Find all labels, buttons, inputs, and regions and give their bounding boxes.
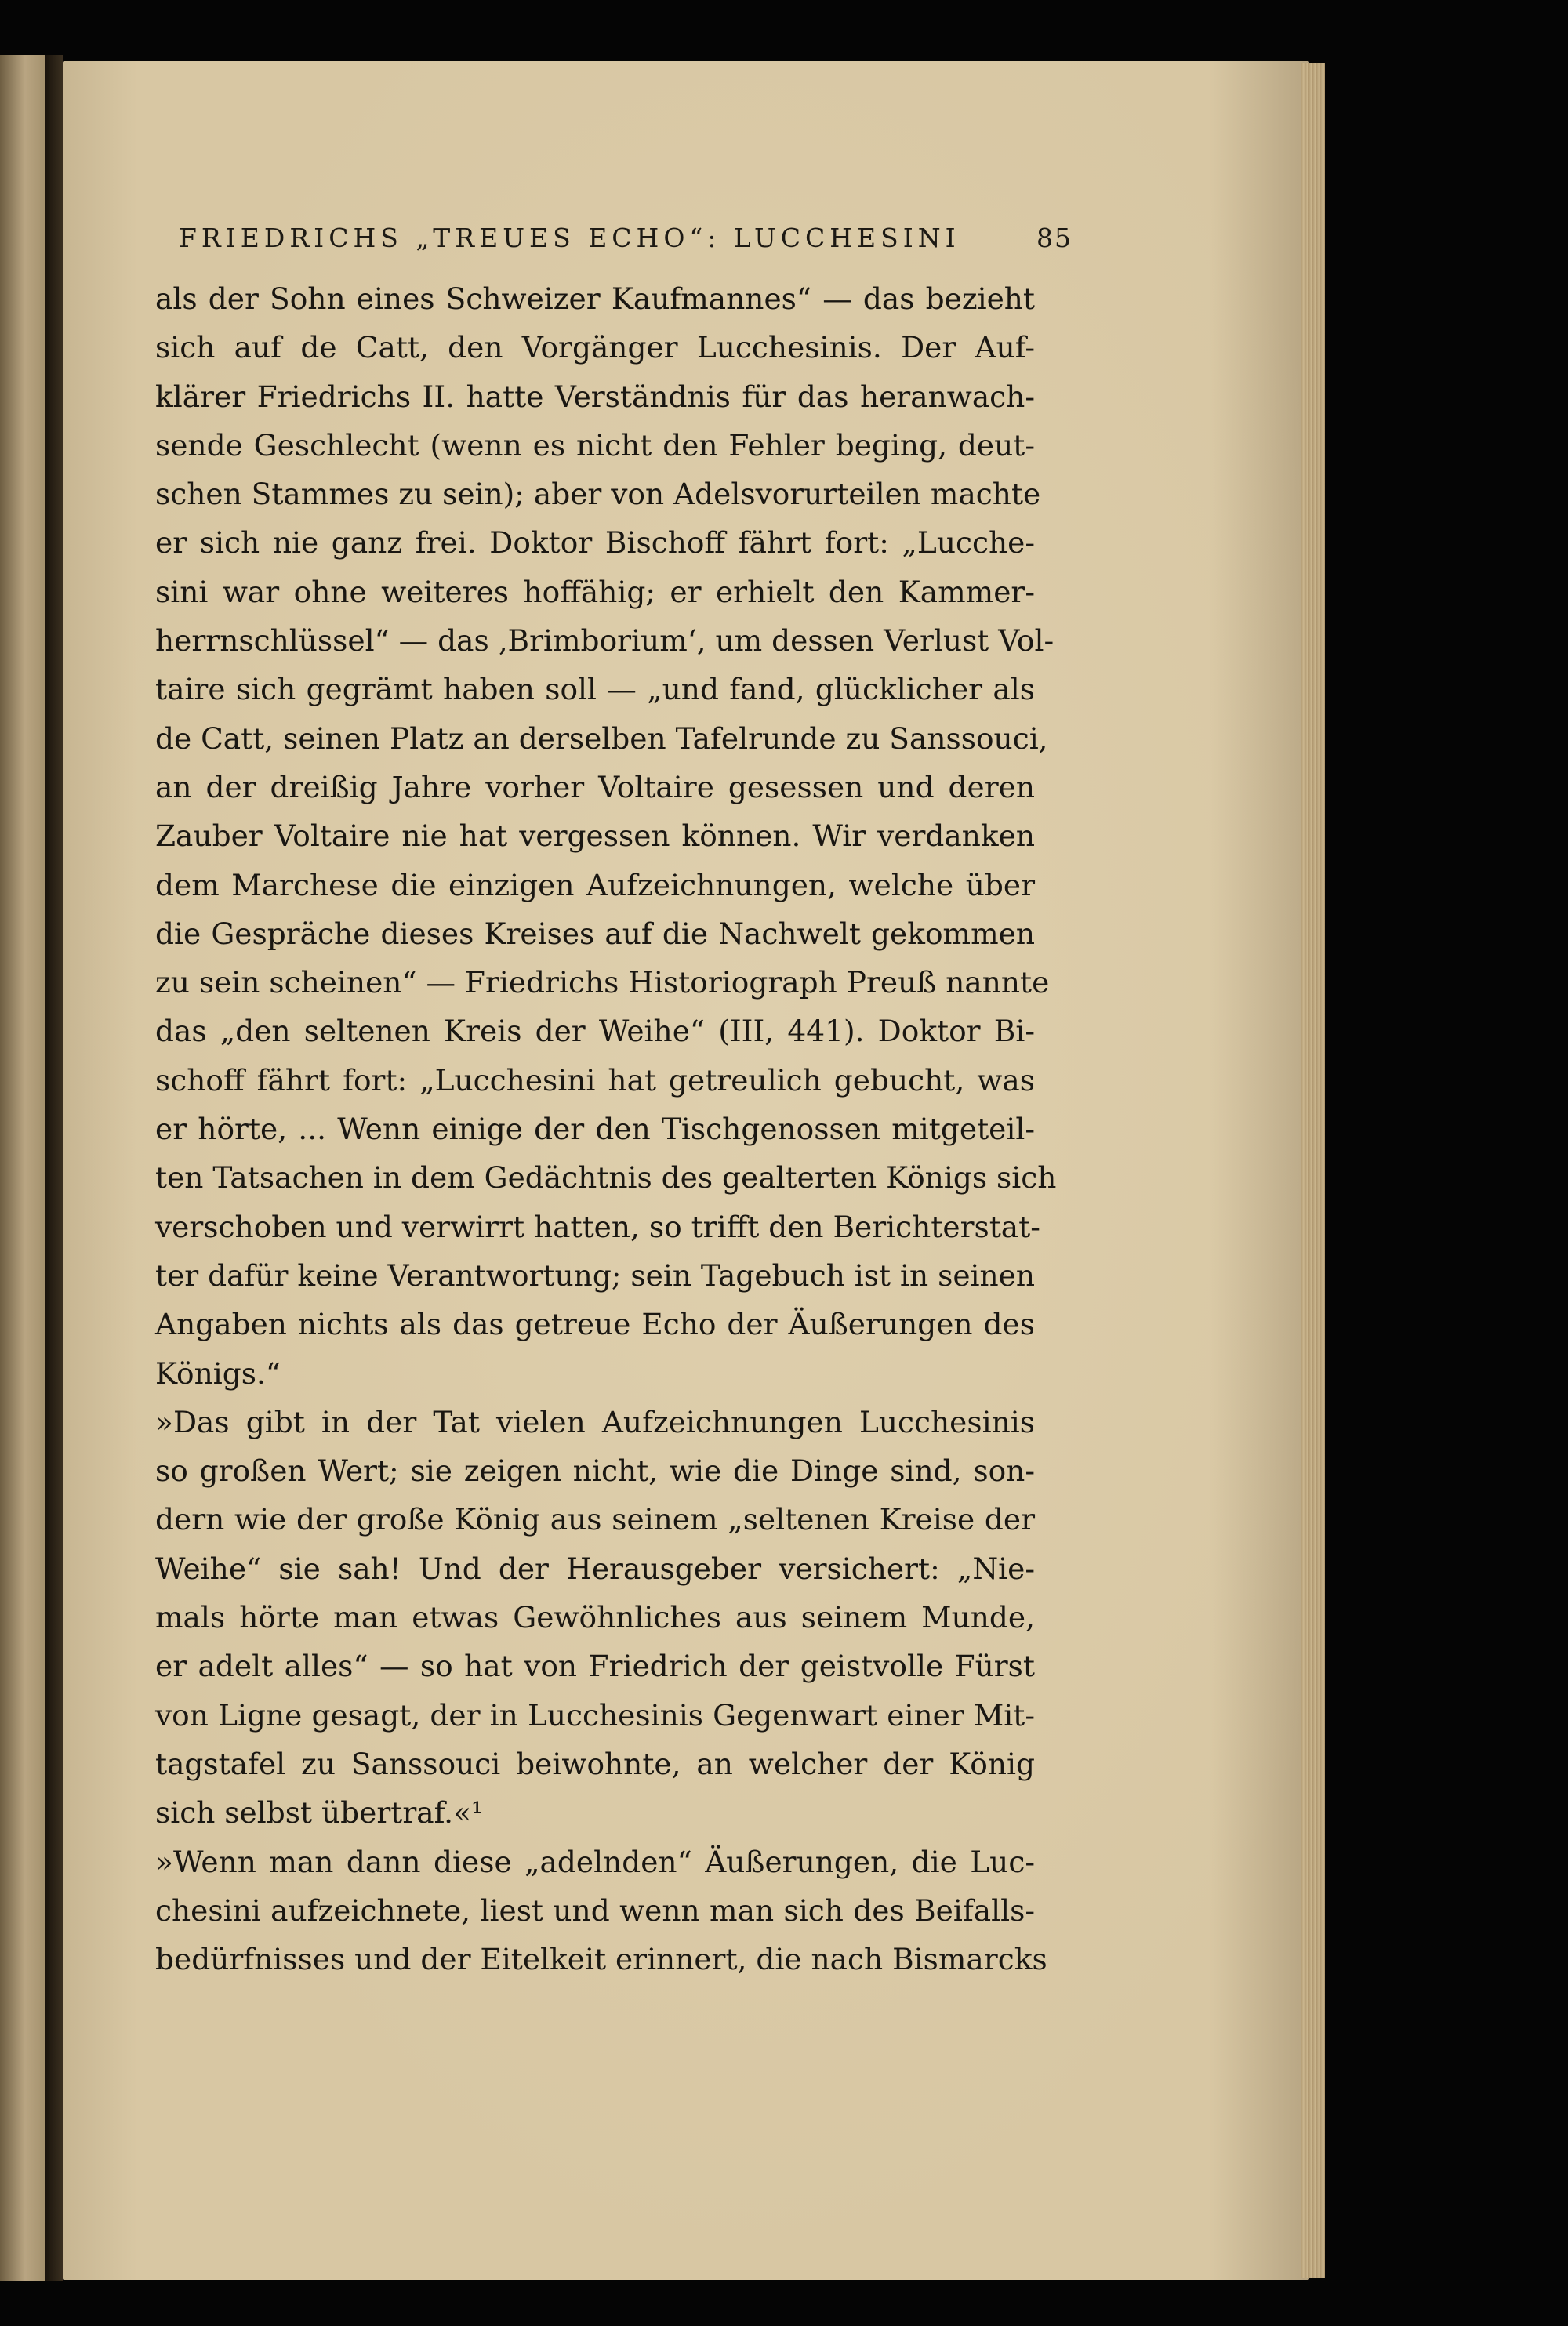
text-line: taire sich gegrämt haben soll — „und fand, glücklicher als (155, 672, 1035, 707)
text-line: die Gespräche dieses Kreises auf die Nachwelt gekommen (155, 916, 1035, 951)
page-number: 85 (1036, 223, 1073, 253)
running-title: FRIEDRICHS „TREUES ECHO“: LUCCHESINI (179, 223, 960, 253)
text-line: er sich nie ganz frei. Doktor Bischoff fährt fort: „Lucche- (155, 525, 1035, 561)
text-line: herrnschlüssel“ — das ‚Brimborium‘, um dessen Verlust Vol- (155, 623, 1054, 659)
text-line: von Ligne gesagt, der in Lucchesinis Gegenwart einer Mit- (155, 1697, 1035, 1733)
text-line: ter dafür keine Verantwortung; sein Tagebuch ist in seinen (155, 1257, 1035, 1293)
text-line: er hörte, ... Wenn einige der den Tischgenossen mitgeteil- (155, 1112, 1035, 1147)
text-line: Zauber Voltaire nie hat vergessen können. Wir verdanken (155, 818, 1035, 854)
text-line: als der Sohn eines Schweizer Kaufmannes“ — das bezieht (155, 281, 1035, 316)
text-line: sich selbst übertraf.«¹ (155, 1795, 484, 1831)
text-line: dern wie der große König aus seinem „seltenen Kreise der (155, 1502, 1035, 1537)
previous-page-edge (0, 55, 45, 2281)
text-line: das „den seltenen Kreis der Weihe“ (III, 441). Doktor Bi- (155, 1014, 1035, 1049)
text-line: schen Stammes zu sein); aber von Adelsvorurteilen machte (155, 477, 1041, 512)
body-text (155, 274, 1057, 1983)
text-line: zu sein scheinen“ — Friedrichs Historiograph Preuß nannte (155, 965, 1050, 1000)
text-line: mals hörte man etwas Gewöhnliches aus seinem Munde, (155, 1600, 1035, 1635)
text-line: er adelt alles“ — so hat von Friedrich der geistvolle Fürst (155, 1649, 1035, 1684)
page-block-edges (1301, 63, 1325, 2278)
text-line: so großen Wert; sie zeigen nicht, wie die Dinge sind, son- (155, 1453, 1035, 1489)
text-line: an der dreißig Jahre vorher Voltaire gesessen und deren (155, 769, 1035, 804)
text-line: dem Marchese die einzigen Aufzeichnungen, welche über (155, 867, 1035, 902)
text-line: chesini aufzeichnete, liest und wenn man sich des Beifalls- (155, 1892, 1035, 1928)
text-line: schoff fährt fort: „Lucchesini hat getreulich gebucht, was (155, 1062, 1035, 1098)
text-line: sini war ohne weiteres hoffähig; er erhielt den Kammer- (155, 574, 1035, 609)
text-line: sich auf de Catt, den Vorgänger Lucchesinis. Der Auf- (155, 330, 1035, 365)
text-line: klärer Friedrichs II. hatte Verständnis für das heranwach- (155, 379, 1035, 414)
text-line: Königs.“ (155, 1355, 281, 1391)
text-line: ten Tatsachen in dem Gedächtnis des gealterten Königs sich (155, 1160, 1057, 1196)
text-line: de Catt, seinen Platz an derselben Tafelrunde zu Sanssouci, (155, 720, 1048, 756)
text-line: tagstafel zu Sanssouci beiwohnte, an welcher der König (155, 1746, 1035, 1781)
running-header (179, 223, 1073, 267)
text-line: »Wenn man dann diese „adelnden“ Äußerungen, die Luc- (155, 1844, 1035, 1879)
text-line: Angaben nichts als das getreue Echo der Äußerungen des (155, 1307, 1035, 1342)
text-line: »Das gibt in der Tat vielen Aufzeichnungen Lucchesinis (155, 1404, 1035, 1439)
text-line: bedürfnisses und der Eitelkeit erinnert, die nach Bismarcks (155, 1942, 1047, 1977)
text-line: sende Geschlecht (wenn es nicht den Fehler beging, deut- (155, 427, 1035, 463)
book-spine-shadow (45, 55, 63, 2281)
text-line: Weihe“ sie sah! Und der Herausgeber versichert: „Nie- (155, 1551, 1035, 1586)
text-line: verschoben und verwirrt hatten, so trifft den Berichterstat- (155, 1209, 1040, 1244)
